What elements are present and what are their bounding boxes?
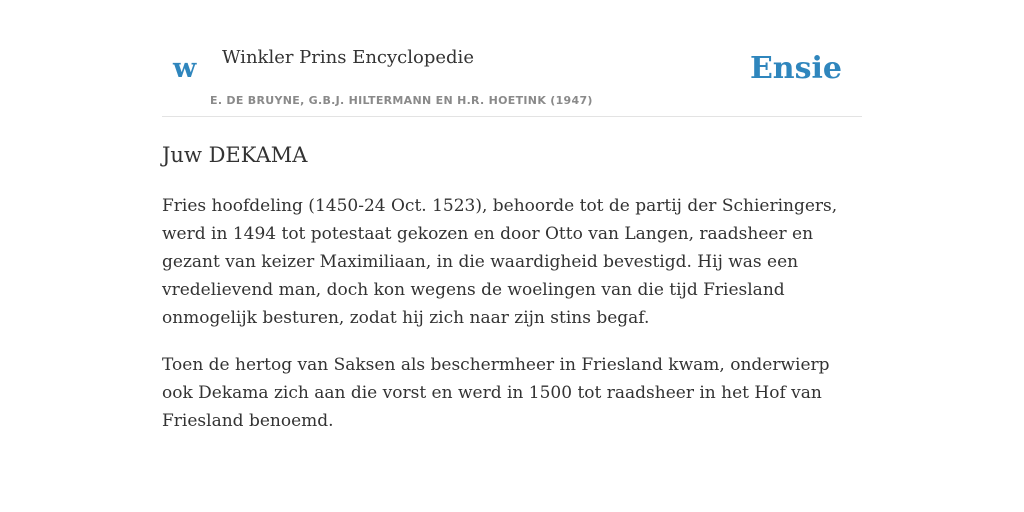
entry-paragraph: Fries hoofdeling (1450-24 Oct. 1523), behoorde tot de partij der Schieringers, werd in 1494 tot potestaat gekozen en door Otto van Langen, raadsheer en gezant van keizer Maximiliaan, in die waardigheid bevestigd. Hij was een vredelievend man, doch kon wegens de woelingen van die tijd Friesland onmogelijk besturen, zodat hij zich naar zijn stins begaf.: [162, 196, 838, 328]
ensie-brand-link[interactable]: Ensie: [749, 51, 842, 86]
encyclopedia-header: [162, 0, 862, 117]
encyclopedia-logo-icon: w: [173, 53, 197, 84]
entry-title: Juw DEKAMA: [162, 143, 308, 167]
encyclopedia-title[interactable]: Winkler Prins Encyclopedie: [222, 47, 474, 68]
entry-paragraph: Toen de hertog van Saksen als beschermheer in Friesland kwam, onderwierp ook Dekama zich aan die vorst en werd in 1500 tot raadsheer in het Hof van Friesland benoemd.: [162, 355, 830, 431]
encyclopedia-authors: E. DE BRUYNE, G.B.J. HILTERMANN EN H.R. HOETINK (1947): [210, 94, 593, 107]
entry-body: [162, 192, 862, 454]
